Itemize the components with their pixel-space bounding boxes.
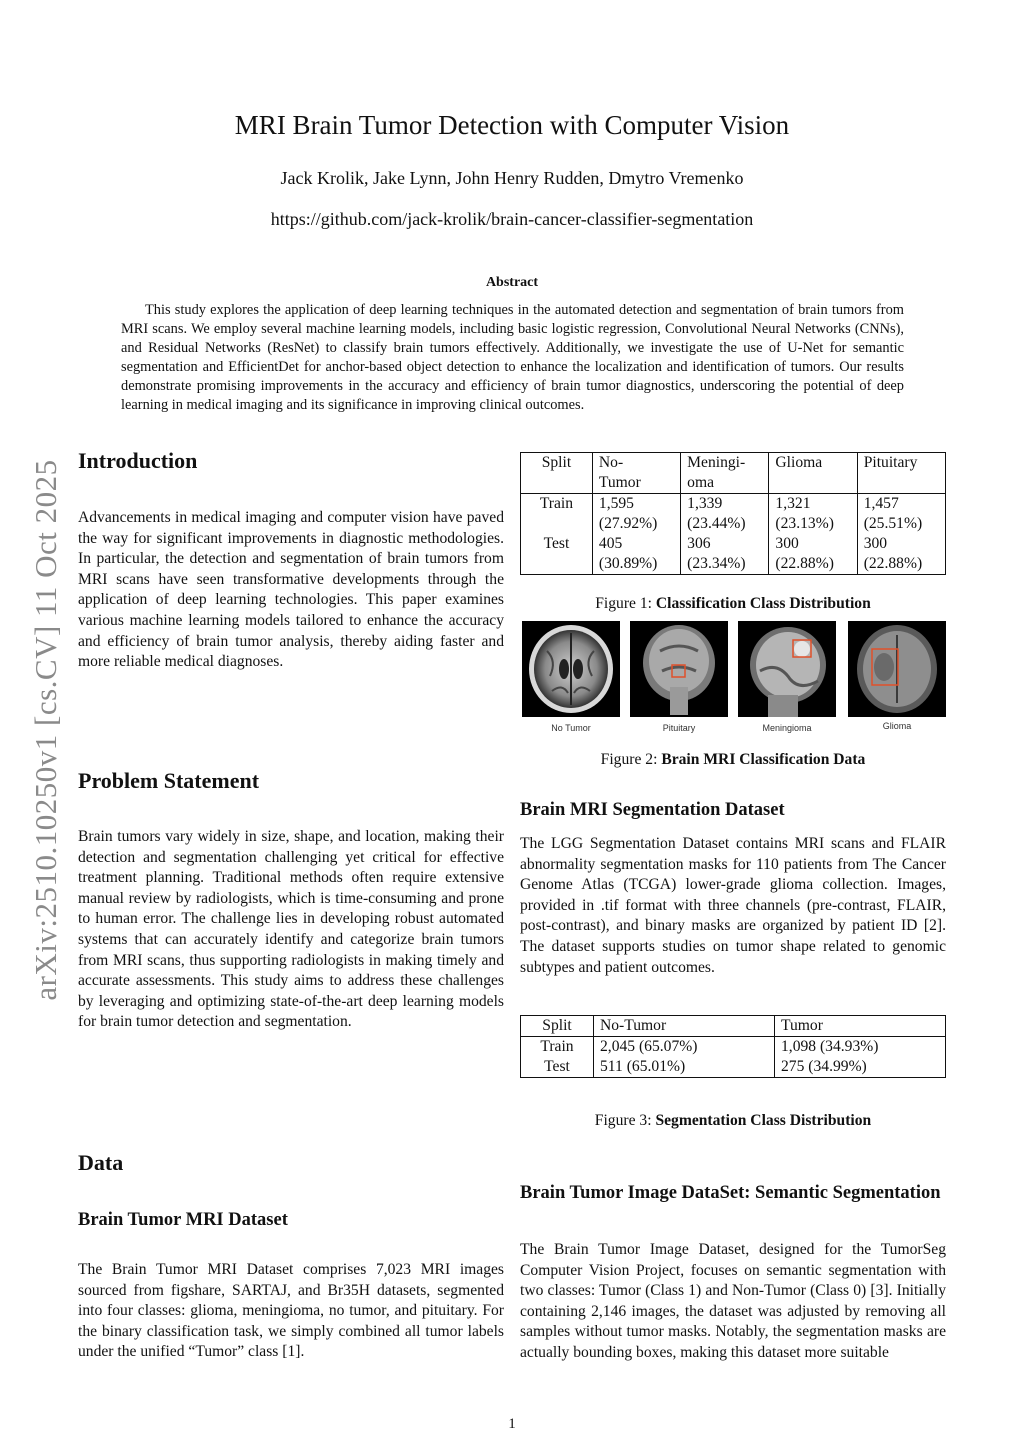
table-cell: 2,045 (65.07%) <box>594 1037 775 1058</box>
table-cell: 405 (30.89%) <box>592 534 680 575</box>
header-cell: No-Tumor <box>594 1016 775 1037</box>
repository-url[interactable]: https://github.com/jack-krolik/brain-cancer-classifier-segmentation <box>270 209 754 229</box>
segmentation-dataset-heading: Brain MRI Segmentation Dataset <box>520 800 785 820</box>
table-cell: 275 (34.99%) <box>781 1058 867 1075</box>
mri-image-no-tumor <box>522 621 620 717</box>
mri-image-glioma <box>848 621 946 717</box>
table-cell: 300 (22.88%) <box>863 535 923 572</box>
mri-label: No Tumor <box>551 723 591 733</box>
table-cell: 1,457 (25.51%) <box>863 495 923 532</box>
table-header-row <box>521 453 946 494</box>
table-cell: 511 (65.01%) <box>594 1057 775 1078</box>
table-cell: Train <box>521 1037 594 1058</box>
figure-2-caption: Figure 2: Brain MRI Classification Data <box>600 751 866 768</box>
header-cell: Pituitary <box>863 454 918 471</box>
table-row <box>521 1057 946 1078</box>
segmentation-distribution-table <box>520 1015 946 1078</box>
page-number: 1 <box>508 1416 516 1432</box>
abstract-heading: Abstract <box>485 275 539 290</box>
table-cell: 1,595 (27.92%) <box>592 494 680 535</box>
paper-title: MRI Brain Tumor Detection with Computer Vision <box>234 110 790 140</box>
abstract-text: This study explores the application of deep learning techniques in the automated detection and segmentation of brain tumors from MRI scans. We employ several machine learning models, including basic logistic regression, Convolutional Neural Networks (CNNs), and Residual Networks (ResNet) to classify brain tumors effectively. Additionally, we investigate the use of U-Net for semantic segmentation and EfficientDet for anchor-based object detection to enhance the localization and identification of tumors. Our results demonstrate promising improvements in the accuracy and efficiency of brain tumor diagnostics, underscoring the potential of deep learning in medical imaging and its significance in improving clinical outcomes. <box>121 302 904 413</box>
table-row <box>521 534 946 575</box>
header-cell: Split <box>521 1016 594 1037</box>
mri-image-pituitary <box>630 621 728 717</box>
header-cell: Split <box>521 453 593 494</box>
introduction-text: Advancements in medical imaging and computer vision have paved the way for significant improvements in diagnostic methodologies. In particular, the detection and segmentation of brain tumors from MRI scans have seen transformative developments through the application of deep learning technologies. This paper examines various machine learning models tailored to enhance the accuracy and efficiency of brain tumor analysis, thereby aiding faster and more reliable medical diagnoses. <box>78 509 504 671</box>
table-cell: 300 (22.88%) <box>769 534 857 575</box>
table-cell: 1,339 (23.44%) <box>681 494 769 535</box>
mri-image-meningioma <box>738 621 836 717</box>
mri-label: Glioma <box>882 721 912 731</box>
figure-1-caption: Figure 1: Classification Class Distribution <box>595 595 871 612</box>
header-cell: Meningi- oma <box>681 453 769 494</box>
mri-label: Pituitary <box>662 723 696 733</box>
table-header-row <box>521 1016 946 1037</box>
table-row <box>521 494 946 535</box>
mri-image-strip <box>522 621 946 741</box>
problem-statement-text: Brain tumors vary widely in size, shape, and location, making their detection and segmentation challenging yet critical for effective treatment planning. Traditional methods often require extensive manual review by radiologists, which is time-consuming and prone to human error. The challenge lies in developing robust automated systems that can accurately identify and categorize brain tumors from MRI scans, thus supporting radiologists in making timely and accurate assessments. This study aims to address these challenges by leveraging and optimizing state-of-the-art deep learning models for brain tumor detection and segmentation. <box>78 828 504 1031</box>
author-list: Jack Krolik, Jake Lynn, John Henry Rudden, Dmytro Vremenko <box>280 168 744 188</box>
problem-statement-heading: Problem Statement <box>78 768 260 793</box>
introduction-heading: Introduction <box>78 448 198 473</box>
header-cell: No- Tumor <box>592 453 680 494</box>
mri-label: Meningioma <box>762 723 812 733</box>
figure-3-caption: Figure 3: Segmentation Class Distribution <box>594 1112 872 1129</box>
table-row <box>521 1037 946 1058</box>
table-cell: 306 (23.34%) <box>681 534 769 575</box>
table-cell: 1,098 (34.93%) <box>781 1038 879 1055</box>
table-cell: Train <box>521 494 593 535</box>
brain-tumor-mri-dataset-text: The Brain Tumor MRI Dataset comprises 7,023 MRI images sourced from figshare, SARTAJ, and Br35H datasets, segmented into four classes: glioma, meningioma, no tumor, and pituitary. For the binary classification task, we simply combined all tumor labels under the unified “Tumor” class [1]. <box>78 1261 504 1361</box>
segmentation-dataset-text: The LGG Segmentation Dataset contains MRI scans and FLAIR abnormality segmentation masks for 110 patients from The Cancer Genome Atlas (TCGA) lower-grade glioma collection. Images, provided in .tif format with three channels (pre-contrast, FLAIR, post-contrast), and binary masks are organized by patient ID [2]. The dataset supports studies on tumor shape related to genomic subtypes and patient outcomes. <box>520 835 946 976</box>
data-heading: Data <box>78 1150 124 1175</box>
header-cell: Glioma <box>769 453 857 494</box>
classification-distribution-table <box>520 452 946 575</box>
arxiv-side-stamp: arXiv:2510.10250v1 [cs.CV] 11 Oct 2025 <box>28 459 63 1001</box>
brain-tumor-mri-dataset-heading: Brain Tumor MRI Dataset <box>78 1210 288 1230</box>
table-cell: Test <box>521 1057 594 1078</box>
table-cell: 1,321 (23.13%) <box>769 494 857 535</box>
semantic-segmentation-heading: Brain Tumor Image DataSet: Semantic Segmentation <box>520 1183 941 1203</box>
semantic-segmentation-text: The Brain Tumor Image Dataset, designed for the TumorSeg Computer Vision Project, focuses on semantic segmentation with two classes: Tumor (Class 1) and Non-Tumor (Class 0) [3]. Initially containing 2,146 images, the dataset was adjusted by removing all samples without tumor masks. Notably, the segmentation masks are actually bounding boxes, making this dataset more suitable <box>520 1241 946 1361</box>
header-cell: Tumor <box>781 1017 823 1034</box>
table-cell: Test <box>521 534 593 575</box>
